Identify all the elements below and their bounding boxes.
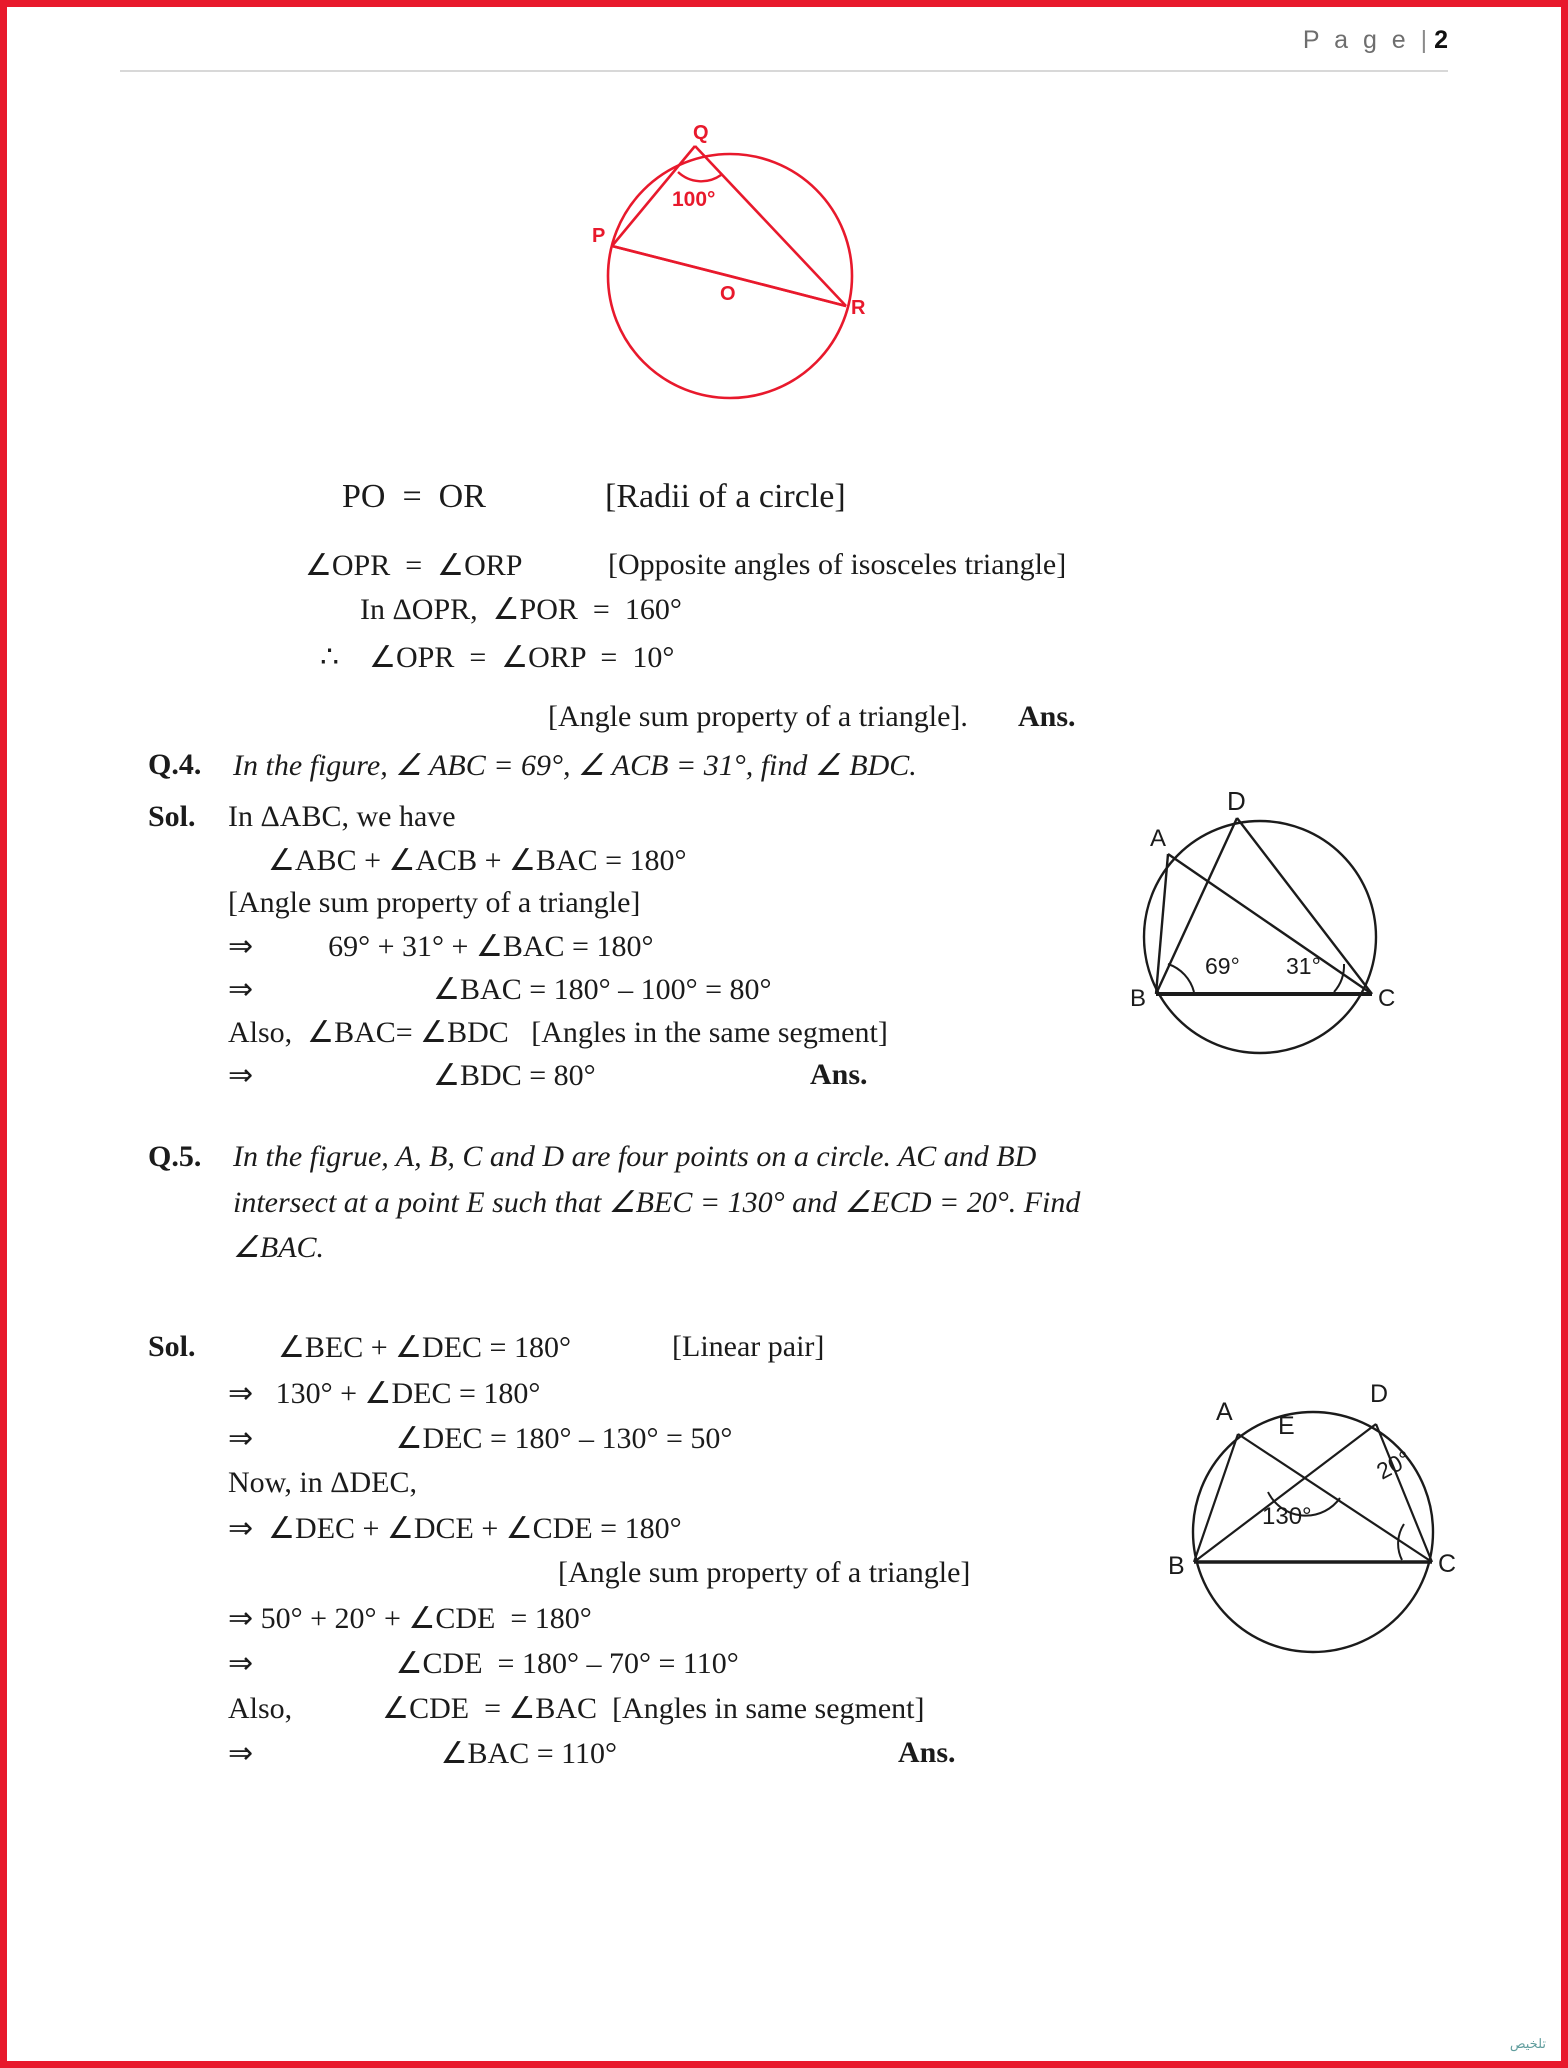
circle-abcd-diagram (1120, 786, 1400, 1082)
circle-pqr-diagram (590, 122, 880, 408)
label-p: P (592, 225, 606, 247)
angle-label-130: 130° (1262, 1503, 1312, 1530)
q5-question-line2: intersect at a point E such that ∠BEC = 130° and ∠ECD = 20°. Find (233, 1186, 1081, 1219)
q5-question-line3: ∠BAC. (233, 1231, 325, 1264)
angle-label-20: 20° (1372, 1445, 1416, 1485)
q3-line3: In ΔOPR, ∠POR = 160° (360, 593, 682, 626)
q3-line4: ∴ ∠OPR = ∠ORP = 10° (320, 641, 675, 674)
q5-sol-line-2: Now, in ΔDEC, (228, 1466, 418, 1499)
q5-sol-line-8: ⇒ ∠BAC = 110° (228, 1737, 618, 1770)
q4-sol-line-3: ⇒ 69° + 31° + ∠BAC = 180° (228, 930, 654, 963)
q5-label: Q.5. (148, 1140, 202, 1173)
angle-label-31: 31° (1286, 953, 1321, 979)
q5-sol-label: Sol. (148, 1330, 196, 1363)
label-d: D (1227, 786, 1246, 816)
q3-line5: [Angle sum property of a triangle]. (548, 700, 968, 733)
label-q: Q (693, 122, 709, 144)
circle-abcde-diagram (1168, 1372, 1458, 1662)
q4-ans: Ans. (810, 1058, 868, 1091)
q5-sol-line-7: Also, ∠CDE = ∠BAC [Angles in same segment] (228, 1692, 925, 1725)
q4-sol-line-0: In ΔABC, we have (228, 800, 456, 833)
q3-line1-left: PO = OR (342, 478, 486, 515)
q4-sol-label: Sol. (148, 800, 196, 833)
q4-sol-line-6: ⇒ ∠BDC = 80° (228, 1059, 596, 1092)
q4-sol-line-5: Also, ∠BAC= ∠BDC [Angles in the same segment] (228, 1016, 888, 1049)
segment-dc (1376, 1424, 1432, 1562)
angle-arc-b (1168, 964, 1194, 992)
q4-sol-line-2: [Angle sum property of a triangle] (228, 886, 641, 919)
segment-bd (1194, 1424, 1376, 1562)
q5-sol-line-3: ⇒ ∠DEC + ∠DCE + ∠CDE = 180° (228, 1512, 682, 1545)
label-e: E (1278, 1412, 1295, 1440)
q4-sol-line-4: ⇒ ∠BAC = 180° – 100° = 80° (228, 973, 772, 1006)
label-o: O (720, 283, 736, 305)
angle-arc-q (678, 172, 721, 181)
q3-line5-ans: Ans. (1018, 700, 1076, 733)
label-a: A (1150, 825, 1167, 852)
q4-label: Q.4. (148, 748, 202, 781)
q5-sol-line-4: [Angle sum property of a triangle] (558, 1556, 971, 1589)
segment-ba (1194, 1434, 1238, 1562)
q5-sol-line-1: ⇒ ∠DEC = 180° – 130° = 50° (228, 1422, 733, 1455)
q3-line2-left: ∠OPR = ∠ORP (305, 549, 523, 582)
q4-sol-line-1: ∠ABC + ∠ACB + ∠BAC = 180° (268, 844, 687, 877)
q4-question: In the figure, ∠ ABC = 69°, ∠ ACB = 31°, find ∠ BDC. (233, 749, 917, 782)
watermark-label: تلخيص (1509, 2036, 1546, 2051)
q5-question-line1: In the figrue, A, B, C and D are four points on a circle. AC and BD (233, 1140, 1037, 1173)
angle-label-69: 69° (1205, 953, 1240, 979)
header-page-word: P a g e (1302, 26, 1421, 54)
segment-po (612, 246, 730, 276)
q5-sol-line-5: ⇒ 50° + 20° + ∠CDE = 180° (228, 1602, 592, 1635)
label-c: C (1378, 985, 1396, 1012)
header-separator: | (1420, 26, 1435, 54)
label-b: B (1130, 985, 1147, 1012)
q5-sol-line1-left: ∠BEC + ∠DEC = 180° (278, 1331, 571, 1364)
q3-line1-right: [Radii of a circle] (605, 478, 846, 515)
label-c: C (1438, 1550, 1457, 1578)
segment-or (730, 276, 846, 306)
page-number-label (1303, 26, 1448, 55)
q3-line2-right: [Opposite angles of isosceles triangle] (608, 548, 1067, 581)
segment-ac (1168, 854, 1372, 994)
label-r: R (851, 297, 866, 319)
label-d: D (1370, 1380, 1389, 1408)
segment-qr (695, 146, 846, 306)
q5-sol-line1-right: [Linear pair] (672, 1330, 825, 1363)
angle-label-100: 100° (672, 188, 716, 211)
q5-sol-line-6: ⇒ ∠CDE = 180° – 70° = 110° (228, 1647, 739, 1680)
q5-ans: Ans. (898, 1736, 956, 1769)
label-a: A (1216, 1398, 1233, 1426)
header-page-number: 2 (1434, 26, 1448, 54)
q5-sol-line-0: ⇒ 130° + ∠DEC = 180° (228, 1377, 541, 1410)
label-b: B (1168, 1552, 1185, 1580)
circle-outline (1144, 821, 1376, 1053)
page-header (120, 18, 1448, 72)
